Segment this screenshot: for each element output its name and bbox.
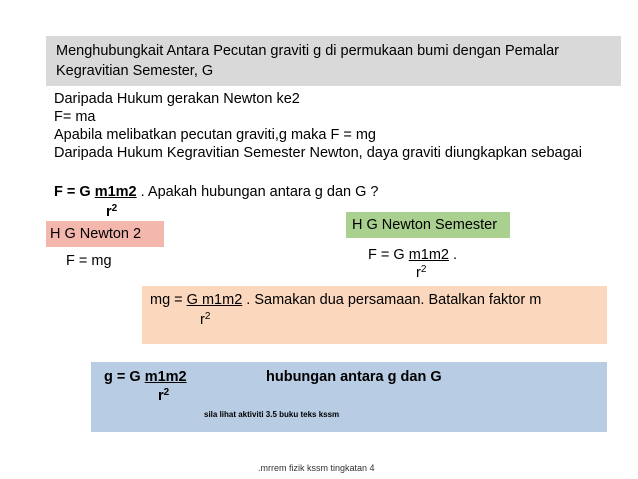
formula1-suffix: . Apakah hubungan antara g dan G ?	[136, 184, 379, 200]
result-denominator: $r^2$	[158, 387, 170, 404]
peach-equation-row: mg = G m1m2 . Samakan dua persamaan. Batalkan faktor m	[150, 292, 542, 308]
intro-line3: Apabila melibatkan pecutan graviti,g maka F = mg	[54, 127, 376, 143]
formula1-numerator: m1m2	[94, 184, 137, 200]
newton-semester-label: H G Newton Semester	[346, 212, 510, 238]
newton2-label: H G Newton 2	[46, 221, 164, 247]
footer-credit: .mrrem fizik kssm tingkatan 4	[258, 463, 375, 473]
semester-formula-denominator: $r^2$	[416, 264, 427, 281]
slide-title-box	[46, 36, 621, 86]
newton2-formula: F = mg	[66, 253, 112, 269]
peach-equation-denominator: $r^2$	[200, 311, 211, 328]
intro-line2: F= ma	[54, 109, 96, 125]
intro-line4: Daripada Hukum Kegravitian Semester Newton, daya graviti diungkapkan sebagai	[54, 145, 582, 161]
peach-equation-box	[142, 286, 607, 344]
result-note: sila lihat aktiviti 3.5 buku teks kssm	[204, 410, 340, 419]
formula1-row	[54, 183, 379, 201]
formula1-prefix: F = G	[54, 184, 95, 200]
result-formula-row: g = G m1m2	[104, 369, 187, 385]
slide-title-line1: Menghubungkait Antara Pecutan graviti g di permukaan bumi dengan Pemalar	[56, 43, 559, 59]
intro-line1: Daripada Hukum gerakan Newton ke2	[54, 91, 300, 107]
semester-formula-row: F = G m1m2 .	[368, 247, 458, 263]
blue-result-box	[91, 362, 607, 432]
result-relation-text: hubungan antara g dan G	[266, 369, 442, 385]
formula1-denominator: $r^2$	[106, 203, 118, 220]
slide-title-line2: Kegravitian Semester, G	[56, 63, 214, 79]
